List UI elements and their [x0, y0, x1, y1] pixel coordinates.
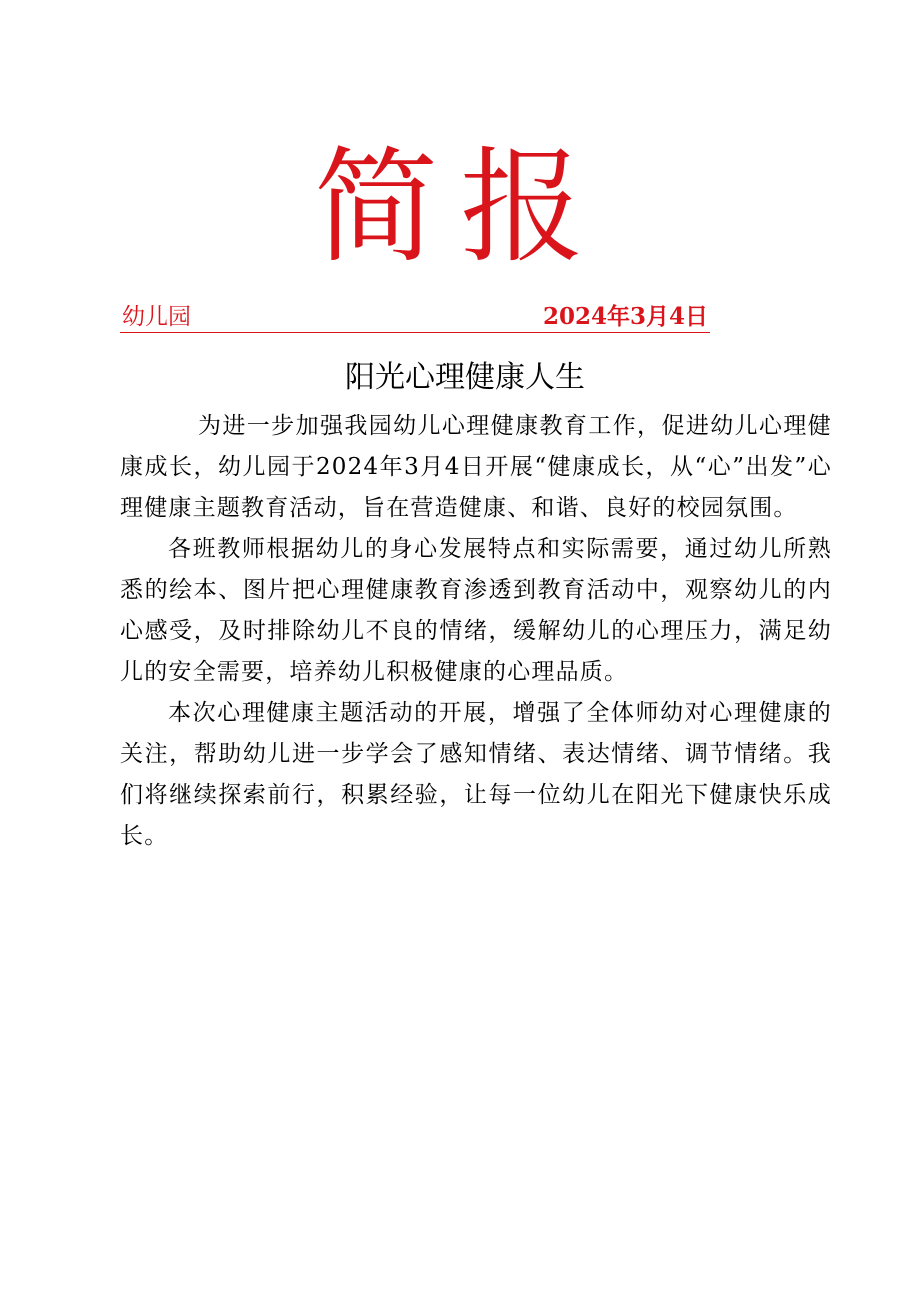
- article-title: 阳光心理健康人生: [345, 360, 585, 395]
- issue-date: 2024年3月4日: [542, 303, 708, 330]
- paragraph-3: 本次心理健康主题活动的开展，增强了全体师幼对心理健康的关注，帮助幼儿进一步学会了感知情绪、表达情绪、调节情绪。我们将继续探索前行，积累经验，让每一位幼儿在阳光下健康快乐成长。: [120, 700, 832, 849]
- paragraph-1: 为进一步加强我园幼儿心理健康教育工作，促进幼儿心理健康成长，幼儿园于2024年3月4日开展“健康成长，从“心”出发”心理健康主题教育活动，旨在营造健康、和谐、良好的校园氛围。: [120, 413, 832, 521]
- masthead-title: 简报: [313, 136, 606, 280]
- header-rule-line: [120, 302, 710, 333]
- organization-name: 幼儿园: [122, 304, 191, 330]
- paragraph-2: 各班教师根据幼儿的身心发展特点和实际需要，通过幼儿所熟悉的绘本、图片把心理健康教育渗透到教育活动中，观察幼儿的内心感受，及时排除幼儿不良的情绪，缓解幼儿的心理压力，满足幼儿的安全需要，培养幼儿积极健康的心理品质。: [120, 536, 832, 685]
- article-body: [120, 406, 832, 857]
